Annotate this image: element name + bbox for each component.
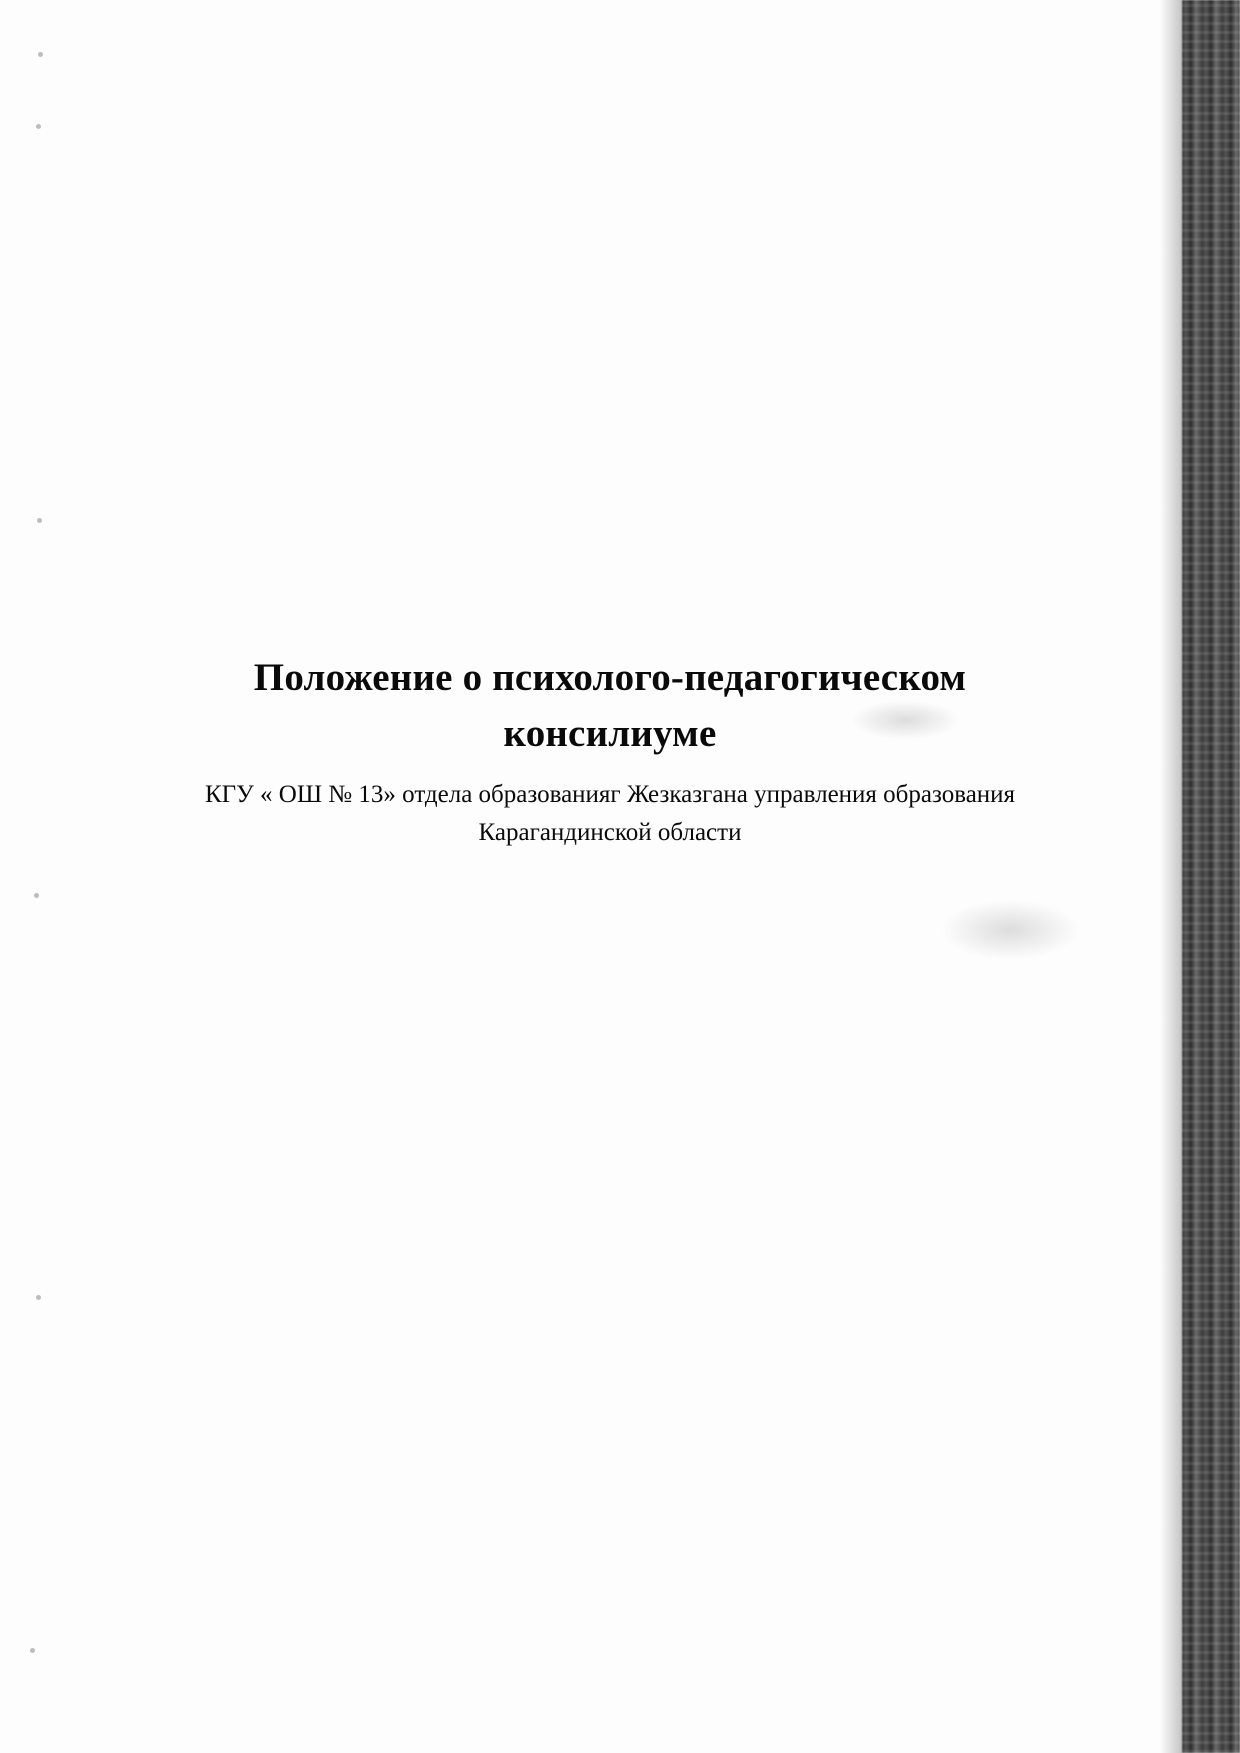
document-title-line-1: Положение о психолого-педагогическом: [253, 656, 967, 699]
binder-mark: [34, 893, 39, 898]
scan-smudge: [940, 900, 1080, 960]
document-subtitle-line-2: Карагандинской области: [478, 819, 742, 846]
document-subtitle-line-1: КГУ « ОШ № 13» отдела образованияг Жезказгана управления образования: [204, 781, 1016, 808]
document-subtitle: [150, 776, 1070, 852]
title-block: [150, 650, 1070, 852]
scan-shadow: [1160, 0, 1182, 1753]
document-title: [150, 650, 1070, 762]
binder-mark: [30, 1648, 35, 1653]
scanned-dark-edge: [1182, 0, 1240, 1753]
binder-mark: [38, 52, 43, 57]
document-title-line-2: консилиуме: [503, 712, 717, 755]
binder-mark: [36, 124, 41, 129]
binder-mark: [37, 518, 42, 523]
binder-mark: [36, 1295, 41, 1300]
